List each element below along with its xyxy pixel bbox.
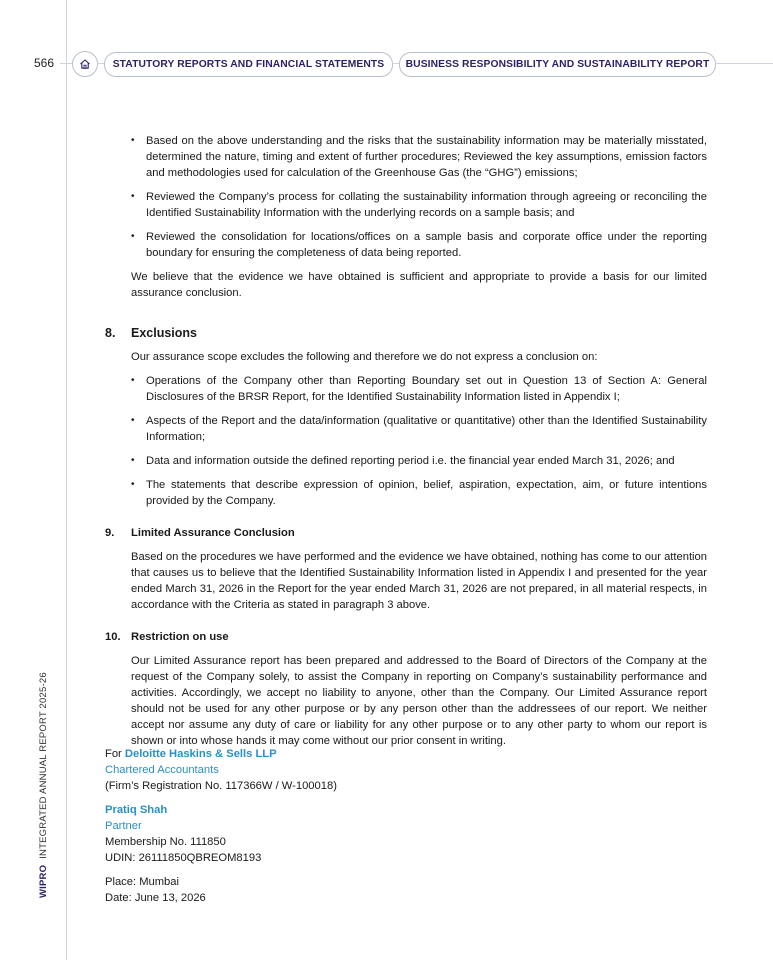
section-9-body: Based on the procedures we have performed and the evidence we have obtained, nothing has come to our attention that causes us to believe that the Identified Sustainability Information listed in Appendix I and presented for the year ended March 31, 2026 in the Report for the year ended March 31, 2026 are not prepared, in all material respects, in accordance with the Criteria as stated in paragraph 3 above. [131, 551, 707, 611]
firm-type: Chartered Accountants [105, 764, 219, 776]
header-rule [60, 63, 72, 64]
side-report-label [38, 672, 49, 898]
home-icon [79, 58, 91, 70]
section-number: 8. [105, 326, 116, 340]
header-rule [97, 63, 104, 64]
page-number: 566 [34, 56, 55, 70]
list-item: • Reviewed the Company’s process for collating the sustainability information through agreeing or reconciling the Identified Sustainability Information with the underlying records on a sample basis; and [131, 189, 707, 221]
place: Place: Mumbai [105, 876, 179, 888]
list-item: • The statements that describe expression of opinion, belief, aspiration, expectation, aim, or future intentions provided by the Company. [131, 477, 707, 509]
for-label: For [105, 748, 122, 760]
main-content [105, 133, 707, 749]
header-rule [392, 63, 399, 64]
signature-block [105, 746, 337, 906]
header-rule [715, 63, 773, 64]
section-number: 10. [105, 631, 121, 643]
partner-name: Pratiq Shah [105, 804, 168, 816]
section-pill[interactable]: STATUTORY REPORTS AND FINANCIAL STATEMENTS [104, 52, 393, 77]
membership-number: Membership No. 111850 [105, 836, 226, 848]
section-title: Exclusions [131, 326, 197, 340]
udin: UDIN: 26111850QBREOM8193 [105, 852, 262, 864]
list-item: • Based on the above understanding and the risks that the sustainability information may be materially misstated, determined the nature, timing and extent of further procedures; Reviewed the key assumptions, emission factors and methodologies used for calculation of the Greenhouse Gas (the “GHG”) emissions; [131, 133, 707, 181]
partner-title: Partner [105, 820, 142, 832]
exclusions-list [105, 373, 707, 509]
section-10-heading [105, 629, 707, 645]
procedures-conclusion: We believe that the evidence we have obtained is sufficient and appropriate to provide a basis for our limited assurance conclusion. [131, 271, 707, 299]
brand-logo: WIPRO [38, 864, 49, 898]
section-number: 9. [105, 527, 115, 539]
firm-name: Deloitte Haskins & Sells LLP [124, 748, 277, 760]
list-item: • Aspects of the Report and the data/information (qualitative or quantitative) other than the Identified Sustainability Information; [131, 413, 707, 445]
date: Date: June 13, 2026 [105, 892, 206, 904]
list-item: • Data and information outside the defined reporting period i.e. the financial year ended March 31, 2026; and [131, 453, 707, 469]
procedures-list [105, 133, 707, 261]
section-8-intro: Our assurance scope excludes the following and therefore we do not express a conclusion on: [131, 351, 598, 363]
section-title: Limited Assurance Conclusion [131, 527, 295, 539]
section-title: Restriction on use [131, 631, 229, 643]
section-9-heading [105, 525, 707, 541]
section-8-heading [105, 325, 707, 341]
list-item: • Operations of the Company other than Reporting Boundary set out in Question 13 of Section A: General Disclosures of the BRSR Report, for the Identified Sustainability Information listed in Appendix I; [131, 373, 707, 405]
report-title: INTEGRATED ANNUAL REPORT 2025-26 [38, 672, 49, 859]
home-button[interactable] [72, 51, 98, 77]
firm-line [105, 746, 337, 762]
section-10-body: Our Limited Assurance report has been prepared and addressed to the Board of Directors of the Company at the request of the Company solely, to assist the Company in reporting on Company’s sustainability performance and activities. Accordingly, we accept no liability to anyone, other than the Company. Our Limited Assurance report should not be used for any other purpose or by any person other than the addressees of our report. We neither accept nor assume any duty of care or liability for any other purpose or to any other party to whom our report is shown or into whose hands it may come without our prior consent in writing. [131, 655, 707, 747]
firm-registration: (Firm’s Registration No. 117366W / W-100018) [105, 780, 337, 792]
page-margin-line [66, 0, 67, 960]
list-item: • Reviewed the consolidation for locations/offices on a sample basis and corporate office under the reporting boundary for ensuring the completeness of data being reported. [131, 229, 707, 261]
subsection-pill[interactable]: BUSINESS RESPONSIBILITY AND SUSTAINABILITY REPORT [399, 52, 716, 77]
